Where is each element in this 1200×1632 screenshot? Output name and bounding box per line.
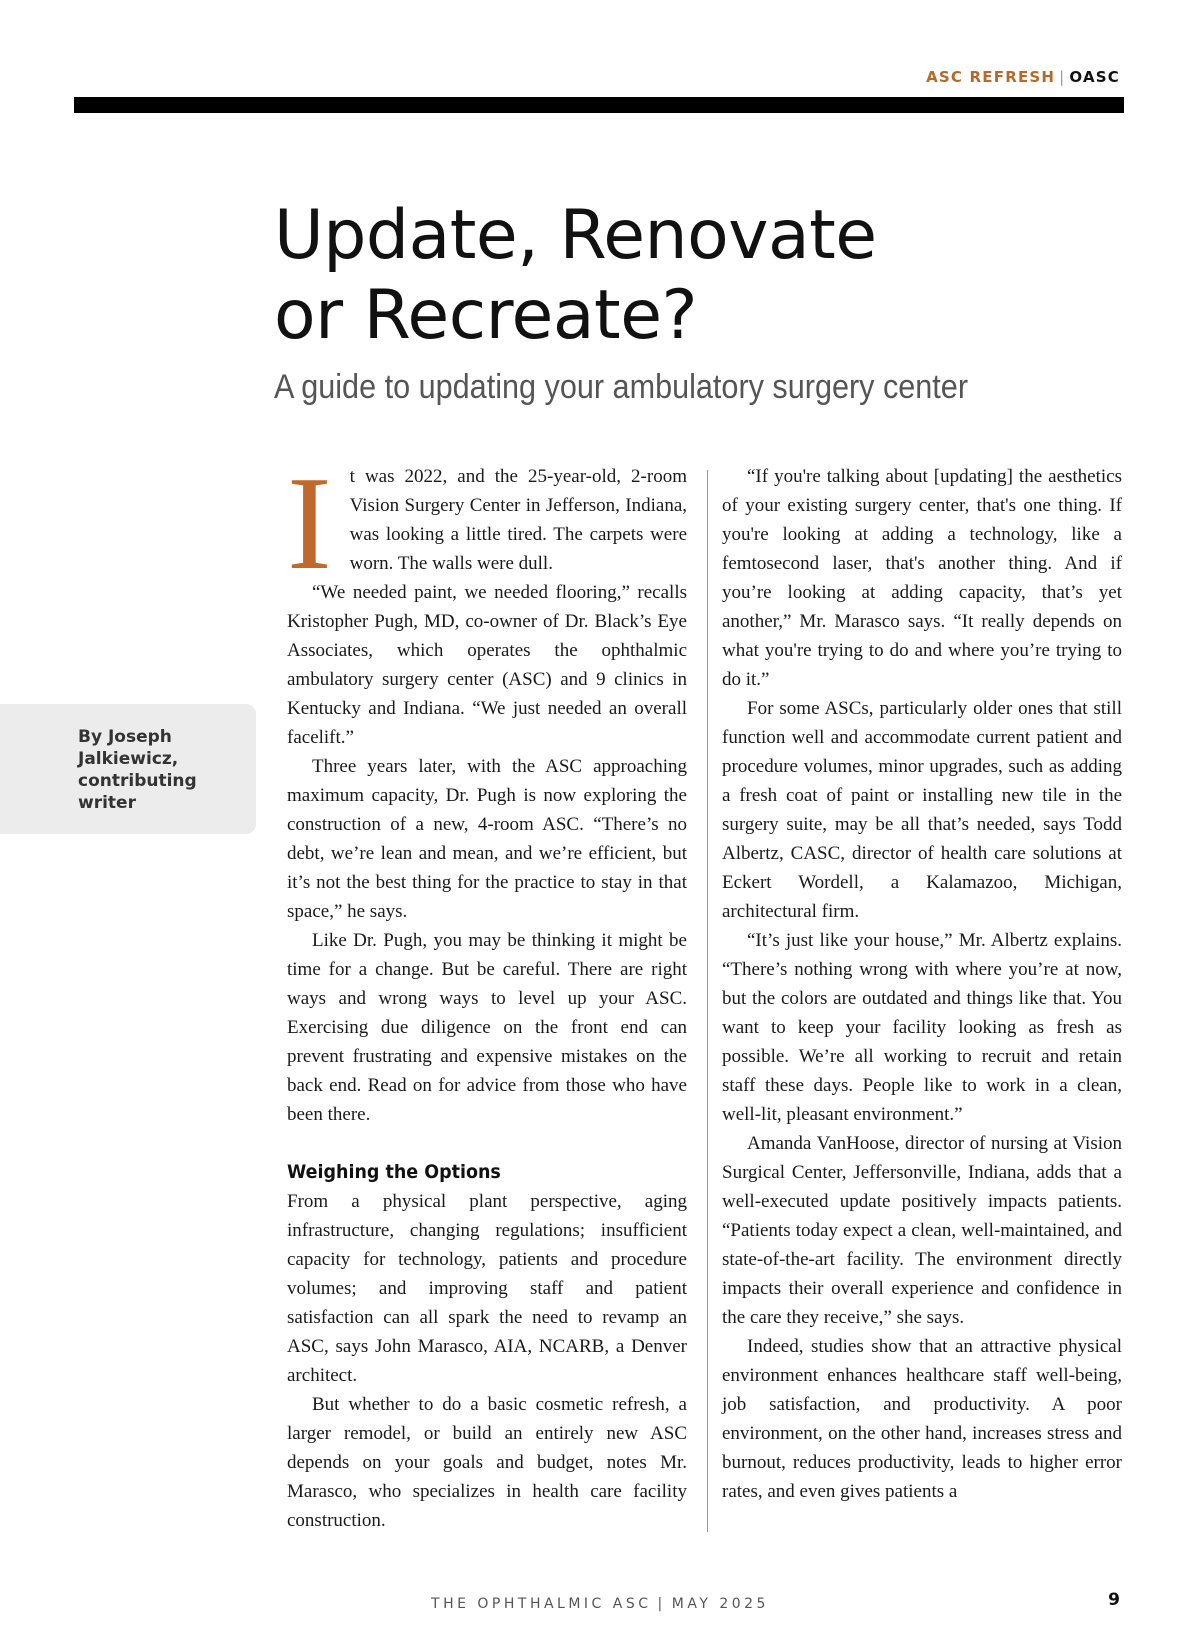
footer-publication: THE OPHTHALMIC ASC — [431, 1596, 652, 1612]
paragraph: “It’s just like your house,” Mr. Albertz explains. “There’s nothing wrong with where you’re at now, but the colors are outdated and things like that. You want to keep your facility looking as fresh as possible. We’re all working to recruit and retain staff these days. People like to work in a clean, well-lit, pleasant environment.” — [722, 930, 1122, 1125]
footer — [0, 1596, 1200, 1612]
paragraph: Like Dr. Pugh, you may be thinking it might be time for a change. But be careful. There are right ways and wrong ways to level up your ASC. Exercising due diligence on the front end can prevent frustrating and expensive mistakes on the back end. Read on for advice from those who have been there. — [287, 930, 687, 1125]
byline-box — [0, 704, 256, 834]
publication-label: OASC — [1069, 68, 1120, 86]
section-heading: Weighing the Options — [287, 1161, 501, 1183]
title-line-2: or Recreate? — [274, 276, 698, 355]
article-subtitle: A guide to updating your ambulatory surgery center — [274, 368, 969, 406]
section-header — [926, 68, 1120, 86]
paragraph: Amanda VanHoose, director of nursing at Vision Surgical Center, Jeffersonville, Indiana, adds that a well-executed update positively impacts patients. “Patients today expect a clean, well-maintained, and state-of-the-art facility. The environment directly impacts their overall experience and confidence in the care they receive,” she says. — [722, 1133, 1122, 1328]
paragraph: “If you're talking about [updating] the aesthetics of your existing surgery center, that's one thing. If you're looking at adding a technology, like a femtosecond laser, that's another thing. And if you’re looking at adding capacity, that’s yet another,” Mr. Marasco says. “It really depends on what you're trying to do and where you’re trying to do it.” — [722, 466, 1122, 690]
paragraph: Indeed, studies show that an attractive physical environment enhances healthcare staff well-being, job satisfaction, and productivity. A poor environment, on the other hand, increases stress and burnout, reduces productivity, leads to higher error rates, and even gives patients a — [722, 1336, 1122, 1502]
paragraph — [287, 449, 687, 597]
footer-separator: | — [657, 1596, 666, 1612]
top-rule — [74, 97, 1124, 113]
paragraph: From a physical plant perspective, aging infrastructure, changing regulations; insufficient capacity for technology, patients and procedure volumes; and improving staff and patient satisfaction can all spark the need to revamp an ASC, says John Marasco, AIA, NCARB, a Denver architect. — [287, 1191, 687, 1386]
header-separator: | — [1059, 68, 1066, 86]
drop-cap: I — [287, 449, 332, 597]
paragraph: For some ASCs, particularly older ones that still function well and accommodate current patient and procedure volumes, minor upgrades, such as adding a fresh coat of paint or installing new tile in the surgery suite, may be all that’s needed, says Todd Albertz, CASC, director of health care solutions at Eckert Wordell, a Kalamazoo, Michigan, architectural firm. — [722, 698, 1122, 922]
paragraph: “We needed paint, we needed flooring,” recalls Kristopher Pugh, MD, co-owner of Dr. Black’s Eye Associates, which operates the ophthalmic ambulatory surgery center (ASC) and 9 clinics in Kentucky and Indiana. “We just needed an overall facelift.” — [287, 582, 687, 748]
byline: By Joseph Jalkiewicz, contributing writer — [78, 727, 197, 813]
left-column — [287, 449, 687, 1535]
article-title — [274, 196, 1094, 356]
page-number: 9 — [1108, 1590, 1120, 1610]
column-divider — [707, 470, 708, 1532]
right-column — [722, 462, 1122, 1506]
paragraph-text: t was 2022, and the 25-year-old, 2-room Vision Surgery Center in Jefferson, Indiana, was looking a little tired. The carpets were worn. The walls were dull. — [349, 466, 687, 574]
section-label: ASC REFRESH — [926, 68, 1056, 86]
paragraph: But whether to do a basic cosmetic refresh, a larger remodel, or build an entirely new ASC depends on your goals and budget, notes Mr. Marasco, who specializes in health care facility construction. — [287, 1394, 687, 1531]
footer-issue: MAY 2025 — [671, 1596, 769, 1612]
title-line-1: Update, Renovate — [274, 196, 877, 275]
paragraph: Three years later, with the ASC approaching maximum capacity, Dr. Pugh is now exploring the construction of a new, 4-room ASC. “There’s no debt, we’re lean and mean, and we’re efficient, but it’s not the best thing for the practice to stay in that space,” he says. — [287, 756, 687, 922]
